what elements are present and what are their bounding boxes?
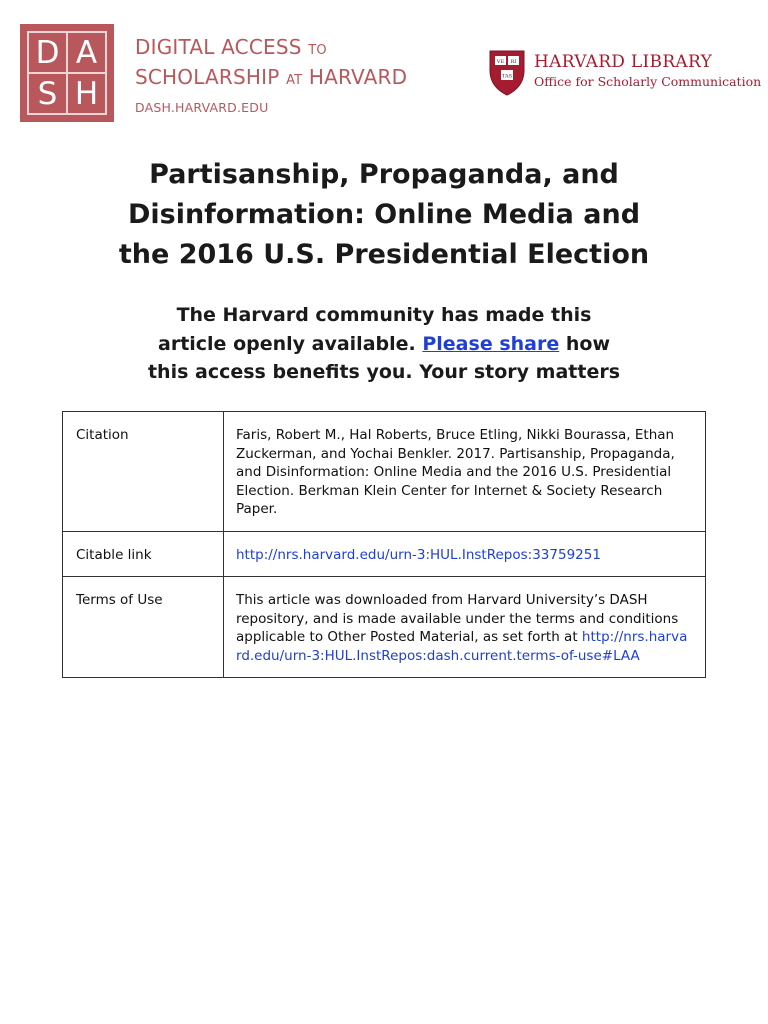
terms-cell (224, 577, 705, 677)
dash-line2-small: AT (286, 73, 303, 88)
share-message (84, 301, 684, 387)
harvard-library-subtitle: Office for Scholarly Communication (534, 74, 762, 89)
terms-link[interactable]: http://nrs.harvard.edu/urn-3:HUL.InstRepos:dash.current.terms-of-use#LAA (236, 629, 688, 664)
dash-logo (20, 24, 114, 122)
share-line-2-before: article openly available. (158, 332, 416, 355)
citable-link[interactable]: http://nrs.harvard.edu/urn-3:HUL.InstRepos:33759251 (236, 546, 601, 563)
shield-letters-ve: VE (496, 59, 505, 65)
dash-line1-main: DIGITAL ACCESS (135, 35, 302, 59)
title-line-3: the 2016 U.S. Presidential Election (118, 239, 650, 270)
share-line-2-after: how (565, 332, 610, 355)
citable-link-row (63, 531, 705, 577)
citable-link-cell (224, 532, 705, 577)
terms-row (63, 576, 705, 677)
dash-logo-letter-d: D (28, 32, 67, 73)
shield-letters-ri: RI (510, 59, 517, 65)
terms-text: This article was downloaded from Harvard University’s DASH repository, and is made available under the terms and conditions applicable to Other Posted Material, as set forth at (236, 592, 679, 645)
dash-logo-letter-s: S (28, 73, 67, 114)
dash-line2-main: SCHOLARSHIP (135, 65, 280, 89)
dash-logo-grid (27, 31, 107, 115)
dash-line2-end: HARVARD (308, 65, 408, 89)
share-line-2 (84, 330, 684, 359)
title-line-2: Disinformation: Online Media and (127, 199, 641, 230)
title-line-1: Partisanship, Propaganda, and (149, 159, 619, 190)
dash-wordmark (135, 34, 407, 115)
harvard-library-title: HARVARD LIBRARY (534, 52, 713, 72)
citable-link-label: Citable link (63, 532, 224, 577)
shield-letters-tas: TAS (501, 73, 513, 80)
dash-logo-letter-h: H (67, 73, 106, 114)
dash-wordmark-line1 (135, 34, 407, 64)
dash-logo-letter-a: A (67, 32, 106, 73)
terms-label: Terms of Use (63, 577, 224, 677)
dash-line1-small: TO (308, 43, 327, 58)
harvard-shield-icon (488, 49, 526, 97)
citation-label: Citation (63, 412, 224, 531)
share-line-1: The Harvard community has made this (176, 304, 592, 326)
metadata-table (62, 411, 706, 678)
dash-wordmark-line2 (135, 64, 407, 94)
please-share-link[interactable]: Please share (422, 332, 560, 355)
document-title (84, 155, 684, 275)
citation-value: Faris, Robert M., Hal Roberts, Bruce Etling, Nikki Bourassa, Ethan Zuckerman, and Yochai Benkler. 2017. Partisanship, Propaganda, and Disinformation: Online Media and the 2016 U.S. Presidential Election. Berkman Klein Center for Internet & Society Research Paper. (236, 427, 675, 517)
dash-url[interactable]: DASH.HARVARD.EDU (135, 100, 269, 115)
share-line-3: this access benefits you. Your story matters (147, 361, 621, 383)
citation-row (63, 412, 705, 531)
harvard-library-wordmark (534, 52, 761, 90)
